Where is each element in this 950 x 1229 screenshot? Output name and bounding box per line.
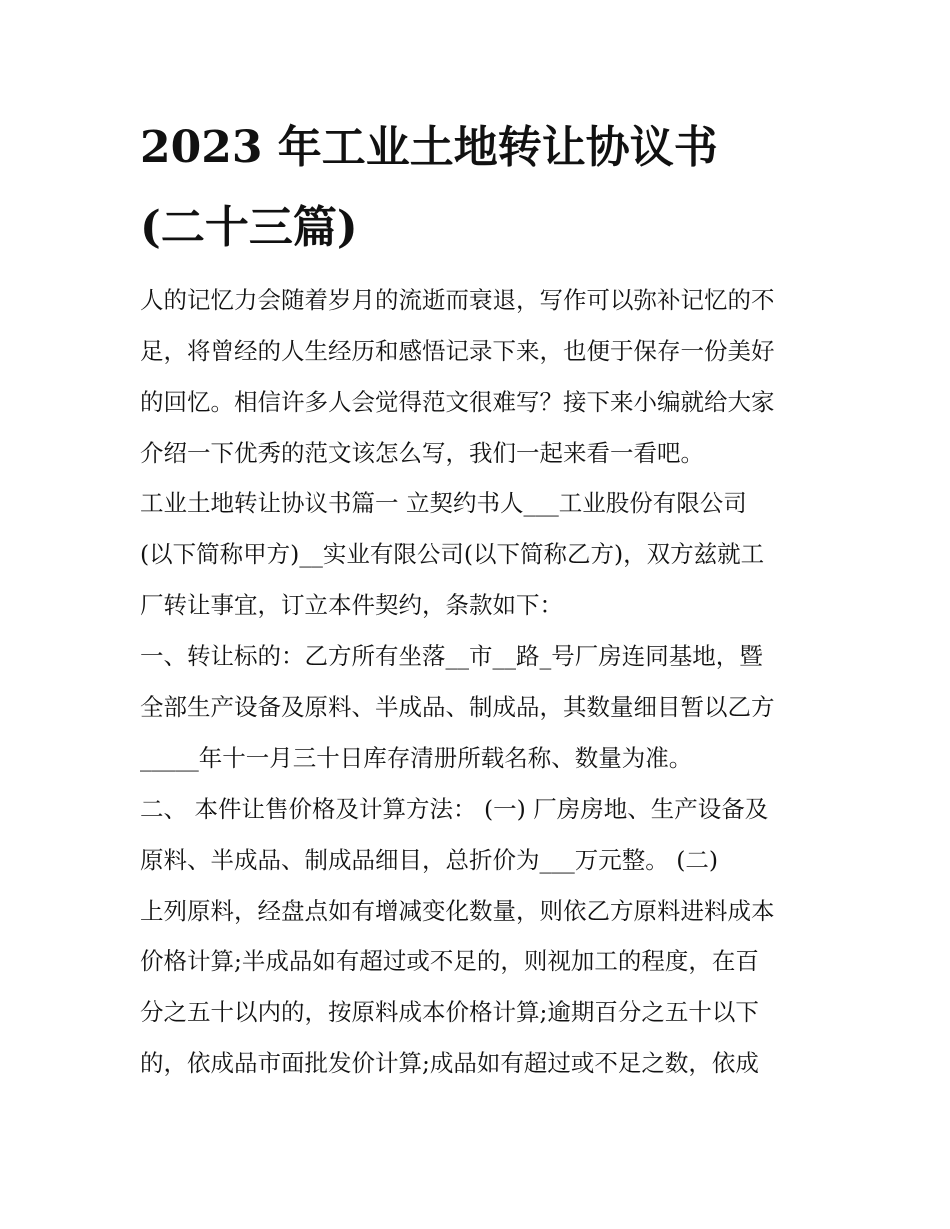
body-line-9: 全部生产设备及原料、半成品、制成品，其数量细目暂以乙方 [140, 693, 775, 721]
body-line-3: 的回忆。相信许多人会觉得范文很难写？接下来小编就给大家 [140, 388, 775, 416]
body-line-4: 介绍一下优秀的范文该怎么写，我们一起来看一看吧。 [140, 439, 704, 467]
body-line-7: 厂转让事宜，订立本件契约，条款如下： [140, 591, 563, 619]
body-line-12: 原料、半成品、制成品细目，总折价为___万元整。 (二) [140, 846, 719, 874]
body-line-6: (以下简称甲方)__实业有限公司(以下简称乙方)，双方兹就工 [140, 540, 765, 568]
body-line-14: 价格计算;半成品如有超过或不足的，则视加工的程度，在百 [140, 947, 759, 975]
body-line-15: 分之五十以内的，按原料成本价格计算;逾期百分之五十以下 [140, 998, 759, 1026]
document-title-line-1: 2023 年工业土地转让协议书 [140, 122, 718, 173]
body-line-1: 人的记忆力会随着岁月的流逝而衰退，写作可以弥补记忆的不 [140, 286, 775, 314]
body-line-5: 工业土地转让协议书篇一 立契约书人___工业股份有限公司 [140, 489, 747, 517]
document-title-line-2: (二十三篇) [140, 202, 358, 253]
body-line-13: 上列原料，经盘点如有增减变化数量，则依乙方原料进料成本 [140, 897, 775, 925]
body-line-8: 一、转让标的：乙方所有坐落__市__路_号厂房连同基地，暨 [140, 642, 763, 670]
body-line-16: 的，依成品市面批发价计算;成品如有超过或不足之数，依成 [140, 1049, 759, 1077]
body-line-11: 二、 本件让售价格及计算方法： (一) 厂房房地、生产设备及 [140, 795, 769, 823]
body-line-2: 足，将曾经的人生经历和感悟记录下来，也便于保存一份美好 [140, 337, 775, 365]
body-line-10: _____年十一月三十日库存清册所载名称、数量为准。 [140, 744, 693, 772]
